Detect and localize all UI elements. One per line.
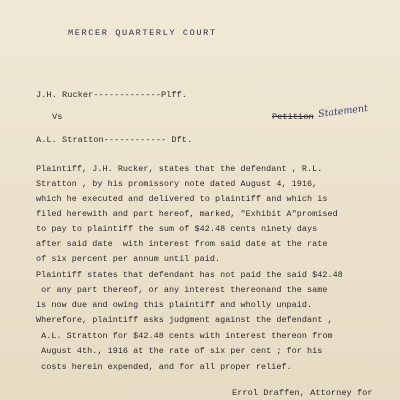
- body-line: Plaintiff, J.H. Rucker, states that the defendant , R.L.: [36, 164, 323, 174]
- body-line: Stratton , by his promissory note dated August 4, 1916,: [36, 179, 318, 189]
- body-line: to pay to plaintiff the sum of $42.48 cents ninety days: [36, 224, 318, 234]
- body-line: is now due and owing this plaintiff and wholly unpaid.: [36, 300, 313, 310]
- body-line: costs herein expended, and for all proper relief.: [36, 362, 292, 372]
- body-line: after said date with interest from said date at the rate: [36, 239, 328, 249]
- plaintiff-line: J.H. Rucker-------------Plff.: [36, 90, 188, 100]
- pleading-type-handwritten: Statement: [317, 102, 369, 121]
- body-line: or any part thereof, or any interest thereonand the same: [36, 285, 328, 295]
- defendant-line: A.L. Stratton------------ Dft.: [36, 135, 193, 145]
- body-line: August 4th., 1916 at the rate of six per cent ; for his: [36, 346, 323, 356]
- attorney-signature: Errol Draffen, Attorney for: [232, 388, 373, 398]
- body-line: Plaintiff states that defendant has not paid the said $42.48: [36, 270, 343, 280]
- body-line: which he executed and delivered to plaintiff and which is: [36, 194, 328, 204]
- body-line: filed herewith and part hereof, marked, "Exhibit A"promised: [36, 209, 338, 219]
- body-line: A.L. Stratton for $42.48 cents with interest thereon from: [36, 331, 333, 341]
- body-line: Wherefore, plaintiff asks judgment against the defendant ,: [36, 315, 333, 325]
- pleading-type-struck: Petition: [272, 112, 314, 122]
- court-title: MERCER QUARTERLY COURT: [68, 28, 217, 38]
- body-line: of six percent per annum until paid.: [36, 254, 221, 264]
- versus-label: Vs: [52, 112, 63, 122]
